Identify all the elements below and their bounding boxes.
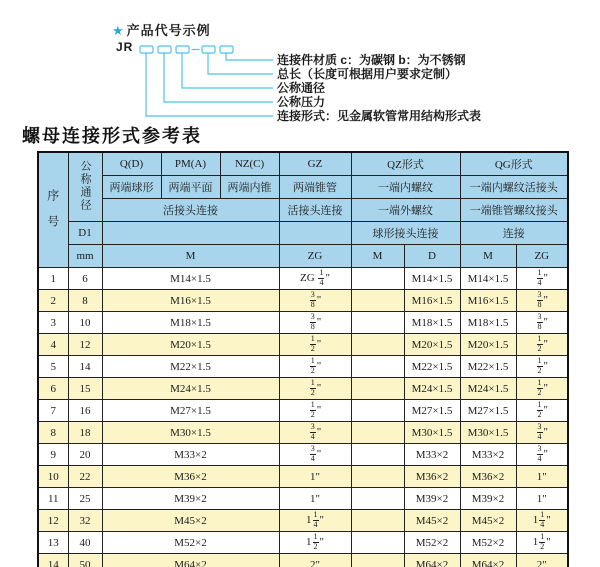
table-cell: M22×1.5 bbox=[102, 356, 279, 378]
table-cell: 1 $\frac{1}{4}$ " bbox=[279, 510, 351, 532]
table-cell bbox=[351, 400, 404, 422]
table-cell bbox=[351, 268, 404, 290]
table-cell: M14×1.5 bbox=[460, 268, 516, 290]
table-row bbox=[38, 378, 568, 400]
table-cell: M24×1.5 bbox=[404, 378, 460, 400]
table-cell bbox=[351, 488, 404, 510]
col-header-qz: QZ形式 bbox=[351, 152, 460, 176]
table-cell bbox=[351, 554, 404, 567]
table-cell: M24×1.5 bbox=[102, 378, 279, 400]
table-cell: M18×1.5 bbox=[404, 312, 460, 334]
fraction: $\frac{3}{8}$ bbox=[310, 312, 315, 331]
header-qg-desc: 一端内螺纹活接头 bbox=[460, 176, 568, 199]
table-cell: 9 bbox=[38, 444, 68, 466]
col-header-pm: PM(A) bbox=[161, 152, 220, 176]
table-cell: 12 bbox=[38, 510, 68, 532]
code-callout-lines-graphic bbox=[0, 0, 300, 132]
table-cell: $\frac{1}{2}$ " bbox=[516, 378, 568, 400]
fraction: $\frac{1}{4}$ bbox=[319, 268, 324, 287]
fraction: $\frac{1}{2}$ bbox=[310, 378, 315, 397]
table-row bbox=[38, 510, 568, 532]
header-row-4 bbox=[38, 222, 568, 245]
table-cell: 12 bbox=[68, 334, 102, 356]
table-title: 螺母连接形式参考表 bbox=[22, 126, 202, 147]
table-cell bbox=[351, 312, 404, 334]
table-cell: 25 bbox=[68, 488, 102, 510]
header-qg-connection: 连接 bbox=[460, 222, 568, 245]
table-cell: 4 bbox=[38, 334, 68, 356]
table-cell bbox=[351, 356, 404, 378]
table-body bbox=[38, 268, 568, 567]
fraction: $\frac{1}{2}$ bbox=[537, 378, 542, 397]
header-pm-desc: 两端平面 bbox=[161, 176, 220, 199]
fraction: $\frac{1}{2}$ bbox=[310, 400, 315, 419]
table-cell: $\frac{3}{4}$ " bbox=[516, 422, 568, 444]
col-header-q: Q(D) bbox=[102, 152, 161, 176]
table-cell: $\frac{1}{2}$ " bbox=[279, 400, 351, 422]
table-cell: M36×2 bbox=[404, 466, 460, 488]
fraction: $\frac{1}{2}$ bbox=[310, 334, 315, 353]
header-row-5 bbox=[38, 245, 568, 268]
table-cell: M30×1.5 bbox=[460, 422, 516, 444]
code-box-4 bbox=[202, 46, 215, 53]
table-cell: M24×1.5 bbox=[460, 378, 516, 400]
table-cell: 1 bbox=[38, 268, 68, 290]
table-cell: 20 bbox=[68, 444, 102, 466]
code-box-5 bbox=[220, 46, 233, 53]
code-label-length: 总长（长度可根据用户要求定制） bbox=[277, 67, 458, 81]
fraction: $\frac{3}{4}$ bbox=[537, 422, 542, 441]
table-cell: 10 bbox=[38, 466, 68, 488]
table-cell: 50 bbox=[68, 554, 102, 567]
header-qz-connection: 球形接头连接 bbox=[351, 222, 460, 245]
table-cell: M30×1.5 bbox=[102, 422, 279, 444]
col-header-gz: GZ bbox=[279, 152, 351, 176]
table-cell: 13 bbox=[38, 532, 68, 554]
table-cell: $\frac{3}{4}$ " bbox=[279, 422, 351, 444]
callout-line-length bbox=[208, 53, 273, 74]
table-cell: 11 bbox=[38, 488, 68, 510]
table-cell: M20×1.5 bbox=[460, 334, 516, 356]
table-cell: 2 bbox=[38, 290, 68, 312]
table-cell: M39×2 bbox=[460, 488, 516, 510]
header-qz-desc: 一端内螺纹 bbox=[351, 176, 460, 199]
table-cell: 6 bbox=[38, 378, 68, 400]
table-cell: M64×2 bbox=[404, 554, 460, 567]
callout-line-diameter bbox=[182, 53, 273, 88]
table-cell: $\frac{1}{2}$ " bbox=[516, 400, 568, 422]
code-box-3 bbox=[176, 46, 189, 53]
table-row bbox=[38, 444, 568, 466]
header-qz-d: D bbox=[404, 245, 460, 268]
fraction: $\frac{3}{8}$ bbox=[537, 290, 542, 309]
table-cell bbox=[351, 510, 404, 532]
product-code-diagram bbox=[0, 0, 600, 135]
table-cell: 1 $\frac{1}{4}$ " bbox=[516, 510, 568, 532]
table-row bbox=[38, 488, 568, 510]
header-m-span: M bbox=[102, 245, 279, 268]
fraction: $\frac{1}{4}$ bbox=[540, 510, 545, 529]
table-row bbox=[38, 400, 568, 422]
table-header bbox=[38, 152, 568, 268]
table-cell: $\frac{1}{2}$ " bbox=[516, 334, 568, 356]
table-cell: $\frac{3}{4}$ " bbox=[279, 444, 351, 466]
table-row bbox=[38, 334, 568, 356]
table-cell: 1" bbox=[516, 466, 568, 488]
table-cell: M64×2 bbox=[460, 554, 516, 567]
header-gz-desc: 两端锥管 bbox=[279, 176, 351, 199]
code-label-material: 连接件材质 c：为碳钢 b：为不锈钢 bbox=[277, 53, 466, 67]
diagram-title-text: 产品代号示例 bbox=[126, 23, 211, 38]
table-cell: M36×2 bbox=[460, 466, 516, 488]
code-label-diameter: 公称通径 bbox=[277, 81, 326, 95]
table-cell: $\frac{1}{2}$ " bbox=[516, 356, 568, 378]
header-qz-m: M bbox=[351, 245, 404, 268]
product-code-prefix: JR bbox=[116, 40, 134, 54]
table-cell: ZG $\frac{1}{4}$ " bbox=[279, 268, 351, 290]
table-cell: M45×2 bbox=[404, 510, 460, 532]
table-cell: 14 bbox=[38, 554, 68, 567]
table-cell: M52×2 bbox=[102, 532, 279, 554]
table-cell: M18×1.5 bbox=[460, 312, 516, 334]
table-cell: 18 bbox=[68, 422, 102, 444]
header-row-3 bbox=[38, 199, 568, 222]
table-cell: $\frac{1}{2}$ " bbox=[279, 356, 351, 378]
table-cell: 40 bbox=[68, 532, 102, 554]
fraction: $\frac{3}{8}$ bbox=[310, 290, 315, 309]
table-cell: M30×1.5 bbox=[404, 422, 460, 444]
fraction: $\frac{1}{2}$ bbox=[540, 532, 545, 551]
table-cell bbox=[351, 290, 404, 312]
fraction: $\frac{1}{2}$ bbox=[313, 532, 318, 551]
fraction: $\frac{1}{2}$ bbox=[310, 356, 315, 375]
table-cell: 7 bbox=[38, 400, 68, 422]
table-cell bbox=[351, 378, 404, 400]
table-cell: M33×2 bbox=[102, 444, 279, 466]
fraction: $\frac{3}{4}$ bbox=[310, 422, 315, 441]
header-qg-m: M bbox=[460, 245, 516, 268]
table-cell: M22×1.5 bbox=[404, 356, 460, 378]
blank-header-cell bbox=[279, 222, 351, 245]
table-cell bbox=[351, 532, 404, 554]
table-cell: M45×2 bbox=[460, 510, 516, 532]
table-cell: M39×2 bbox=[404, 488, 460, 510]
table-cell: M27×1.5 bbox=[460, 400, 516, 422]
code-box-2 bbox=[158, 46, 171, 53]
table-row bbox=[38, 422, 568, 444]
table-cell: $\frac{1}{2}$ " bbox=[279, 378, 351, 400]
table-cell: M27×1.5 bbox=[404, 400, 460, 422]
header-qg-desc-2: 一端锥管螺纹接头 bbox=[460, 199, 568, 222]
table-cell: M52×2 bbox=[404, 532, 460, 554]
header-qg-zg: ZG bbox=[516, 245, 568, 268]
fraction: $\frac{3}{8}$ bbox=[537, 312, 542, 331]
table-cell: 2" bbox=[279, 554, 351, 567]
table-cell: $\frac{3}{4}$ " bbox=[516, 444, 568, 466]
table-cell: M33×2 bbox=[404, 444, 460, 466]
table-cell: M22×1.5 bbox=[460, 356, 516, 378]
col-header-seq-text: 序号 bbox=[45, 188, 60, 241]
header-qz-desc-2: 一端外螺纹 bbox=[351, 199, 460, 222]
table-cell: M33×2 bbox=[460, 444, 516, 466]
table-cell: 15 bbox=[68, 378, 102, 400]
table-cell: $\frac{3}{8}$ " bbox=[516, 312, 568, 334]
header-gz-union-connection: 活接头连接 bbox=[279, 199, 351, 222]
col-header-nominal-diameter-text: 公称通径 bbox=[79, 159, 91, 212]
table-cell: M36×2 bbox=[102, 466, 279, 488]
table-cell: 2" bbox=[516, 554, 568, 567]
table-cell: M20×1.5 bbox=[404, 334, 460, 356]
header-d1: D1 bbox=[68, 222, 102, 245]
table-cell: 3 bbox=[38, 312, 68, 334]
code-box-1 bbox=[140, 46, 153, 53]
table-cell bbox=[351, 422, 404, 444]
table-cell: 10 bbox=[68, 312, 102, 334]
table-cell: M16×1.5 bbox=[102, 290, 279, 312]
table-cell: M16×1.5 bbox=[460, 290, 516, 312]
callout-line-connection bbox=[146, 53, 273, 116]
table-row bbox=[38, 356, 568, 378]
table-cell: M64×2 bbox=[102, 554, 279, 567]
table-cell: M39×2 bbox=[102, 488, 279, 510]
table-cell: 1" bbox=[516, 488, 568, 510]
table-cell: M45×2 bbox=[102, 510, 279, 532]
nut-connection-table bbox=[37, 151, 569, 567]
table-cell: 22 bbox=[68, 466, 102, 488]
table-cell: M18×1.5 bbox=[102, 312, 279, 334]
table-row bbox=[38, 532, 568, 554]
table-cell: $\frac{3}{8}$ " bbox=[279, 290, 351, 312]
table-cell: 1" bbox=[279, 488, 351, 510]
table-cell bbox=[351, 466, 404, 488]
table-cell: 14 bbox=[68, 356, 102, 378]
fraction: $\frac{1}{2}$ bbox=[537, 356, 542, 375]
fraction: $\frac{1}{2}$ bbox=[537, 400, 542, 419]
table-cell: M14×1.5 bbox=[404, 268, 460, 290]
table-cell: $\frac{3}{8}$ " bbox=[279, 312, 351, 334]
fraction: $\frac{1}{2}$ bbox=[537, 334, 542, 353]
table-cell: 1" bbox=[279, 466, 351, 488]
header-q-desc: 两端球形 bbox=[102, 176, 161, 199]
fraction: $\frac{1}{4}$ bbox=[313, 510, 318, 529]
header-row-1 bbox=[38, 152, 568, 176]
header-union-connection: 活接头连接 bbox=[102, 199, 279, 222]
table-cell: 32 bbox=[68, 510, 102, 532]
fraction: $\frac{3}{4}$ bbox=[537, 444, 542, 463]
star-icon: ★ bbox=[112, 23, 125, 38]
table-cell: $\frac{1}{2}$ " bbox=[279, 334, 351, 356]
table-cell: 8 bbox=[38, 422, 68, 444]
table-cell: 1 $\frac{1}{2}$ " bbox=[516, 532, 568, 554]
table-cell: $\frac{3}{8}$ " bbox=[516, 290, 568, 312]
table-row bbox=[38, 312, 568, 334]
table-cell: 5 bbox=[38, 356, 68, 378]
table-cell: 16 bbox=[68, 400, 102, 422]
callout-line-material bbox=[226, 53, 273, 60]
table-row bbox=[38, 554, 568, 567]
table-cell: 1 $\frac{1}{2}$ " bbox=[279, 532, 351, 554]
header-zg: ZG bbox=[279, 245, 351, 268]
table-cell: 8 bbox=[68, 290, 102, 312]
blank-header-cell bbox=[102, 222, 279, 245]
table-cell bbox=[351, 444, 404, 466]
col-header-nominal-diameter bbox=[68, 152, 102, 222]
fraction: $\frac{1}{4}$ bbox=[537, 268, 542, 287]
code-label-pressure: 公称压力 bbox=[277, 95, 326, 109]
table-row bbox=[38, 268, 568, 290]
header-mm: mm bbox=[68, 245, 102, 268]
code-label-connection: 连接形式：见金属软管常用结构形式表 bbox=[277, 109, 482, 123]
table-cell: M14×1.5 bbox=[102, 268, 279, 290]
table-cell: 6 bbox=[68, 268, 102, 290]
table-row bbox=[38, 290, 568, 312]
header-nz-desc: 两端内锥 bbox=[220, 176, 279, 199]
table-cell bbox=[351, 334, 404, 356]
col-header-qg: QG形式 bbox=[460, 152, 568, 176]
col-header-seq bbox=[38, 152, 68, 268]
table-cell: M27×1.5 bbox=[102, 400, 279, 422]
col-header-nz: NZ(C) bbox=[220, 152, 279, 176]
table-cell: $\frac{1}{4}$ " bbox=[516, 268, 568, 290]
table-cell: M20×1.5 bbox=[102, 334, 279, 356]
table-row bbox=[38, 466, 568, 488]
table-cell: M52×2 bbox=[460, 532, 516, 554]
table-cell: M16×1.5 bbox=[404, 290, 460, 312]
header-row-2 bbox=[38, 176, 568, 199]
fraction: $\frac{3}{4}$ bbox=[310, 444, 315, 463]
